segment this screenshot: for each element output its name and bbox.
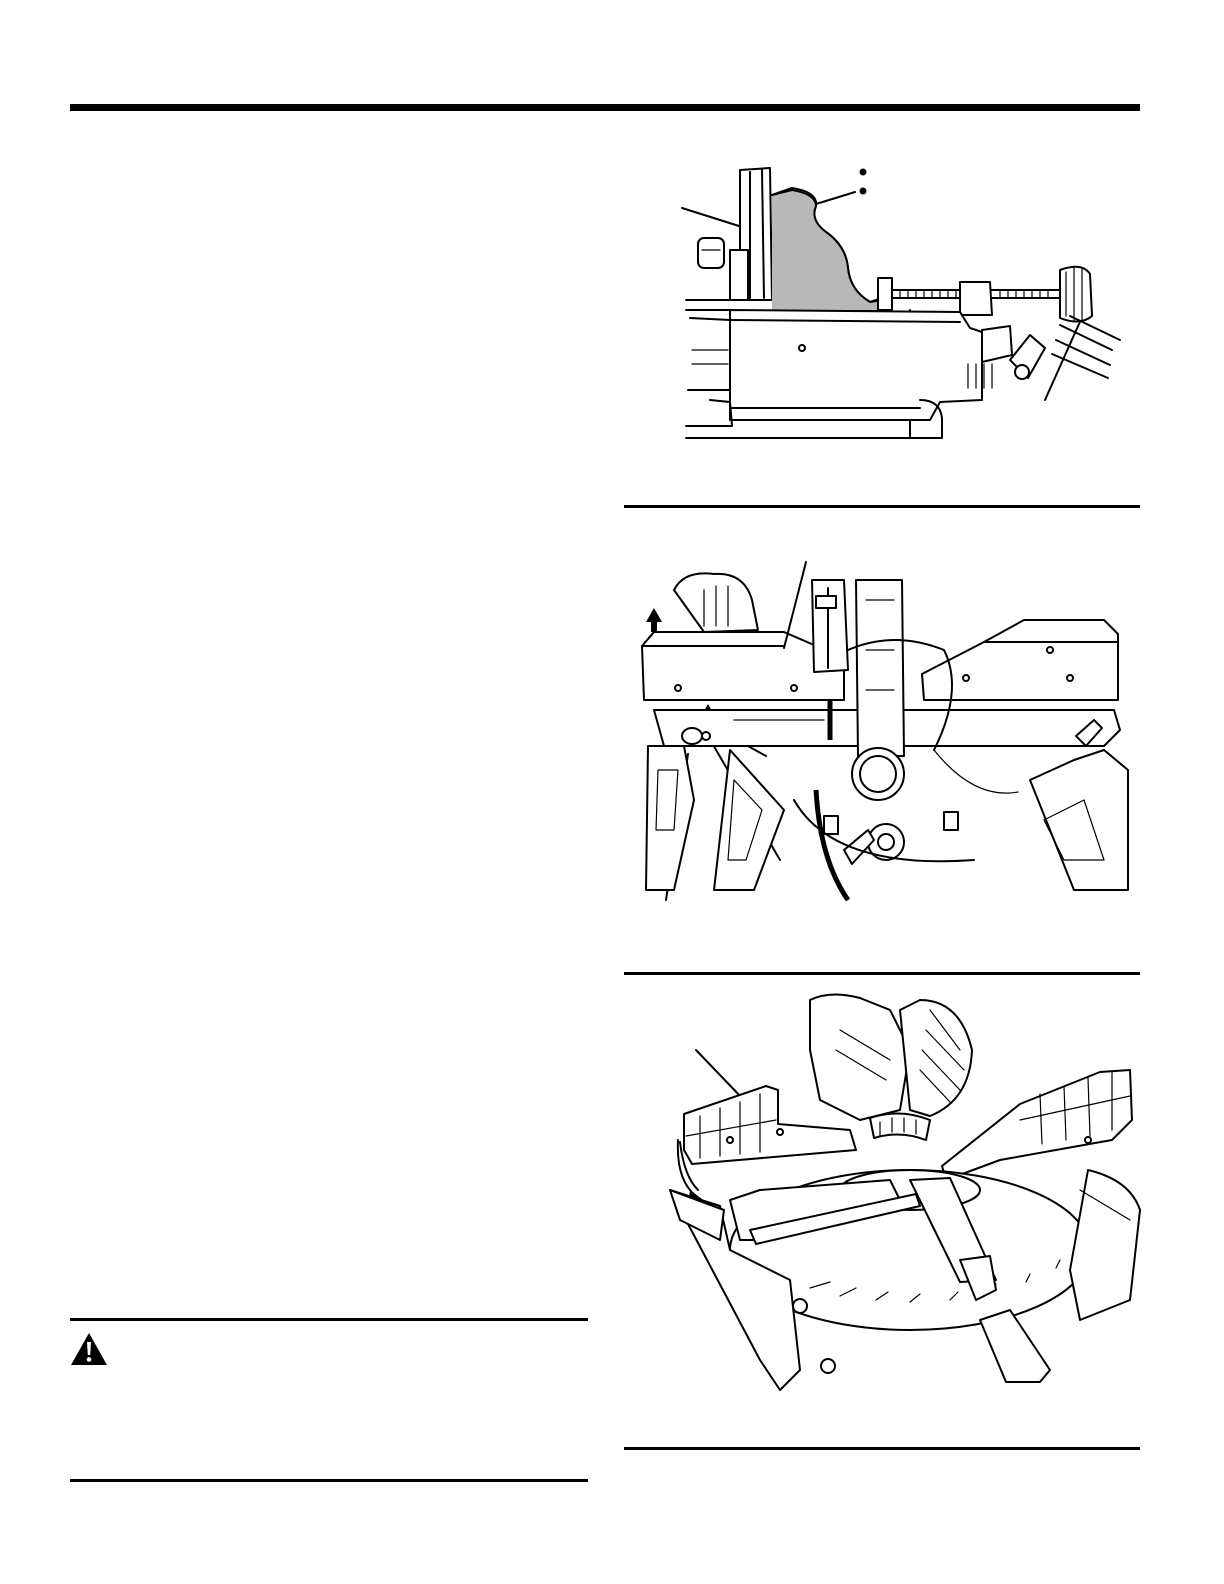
- figure-fence-removal: [634, 560, 1134, 905]
- header-rule: [70, 104, 1140, 111]
- warning-triangle-icon: [70, 1332, 108, 1366]
- warning-top-rule: [70, 1318, 588, 1321]
- figure-fence-rotation: [660, 990, 1140, 1400]
- figure-1-rule: [624, 505, 1140, 508]
- figure-crown-molding-clamp: [620, 150, 1140, 440]
- figure-3-rule: [624, 1447, 1140, 1450]
- warning-bottom-rule: [70, 1479, 588, 1482]
- figure-2-rule: [624, 972, 1140, 975]
